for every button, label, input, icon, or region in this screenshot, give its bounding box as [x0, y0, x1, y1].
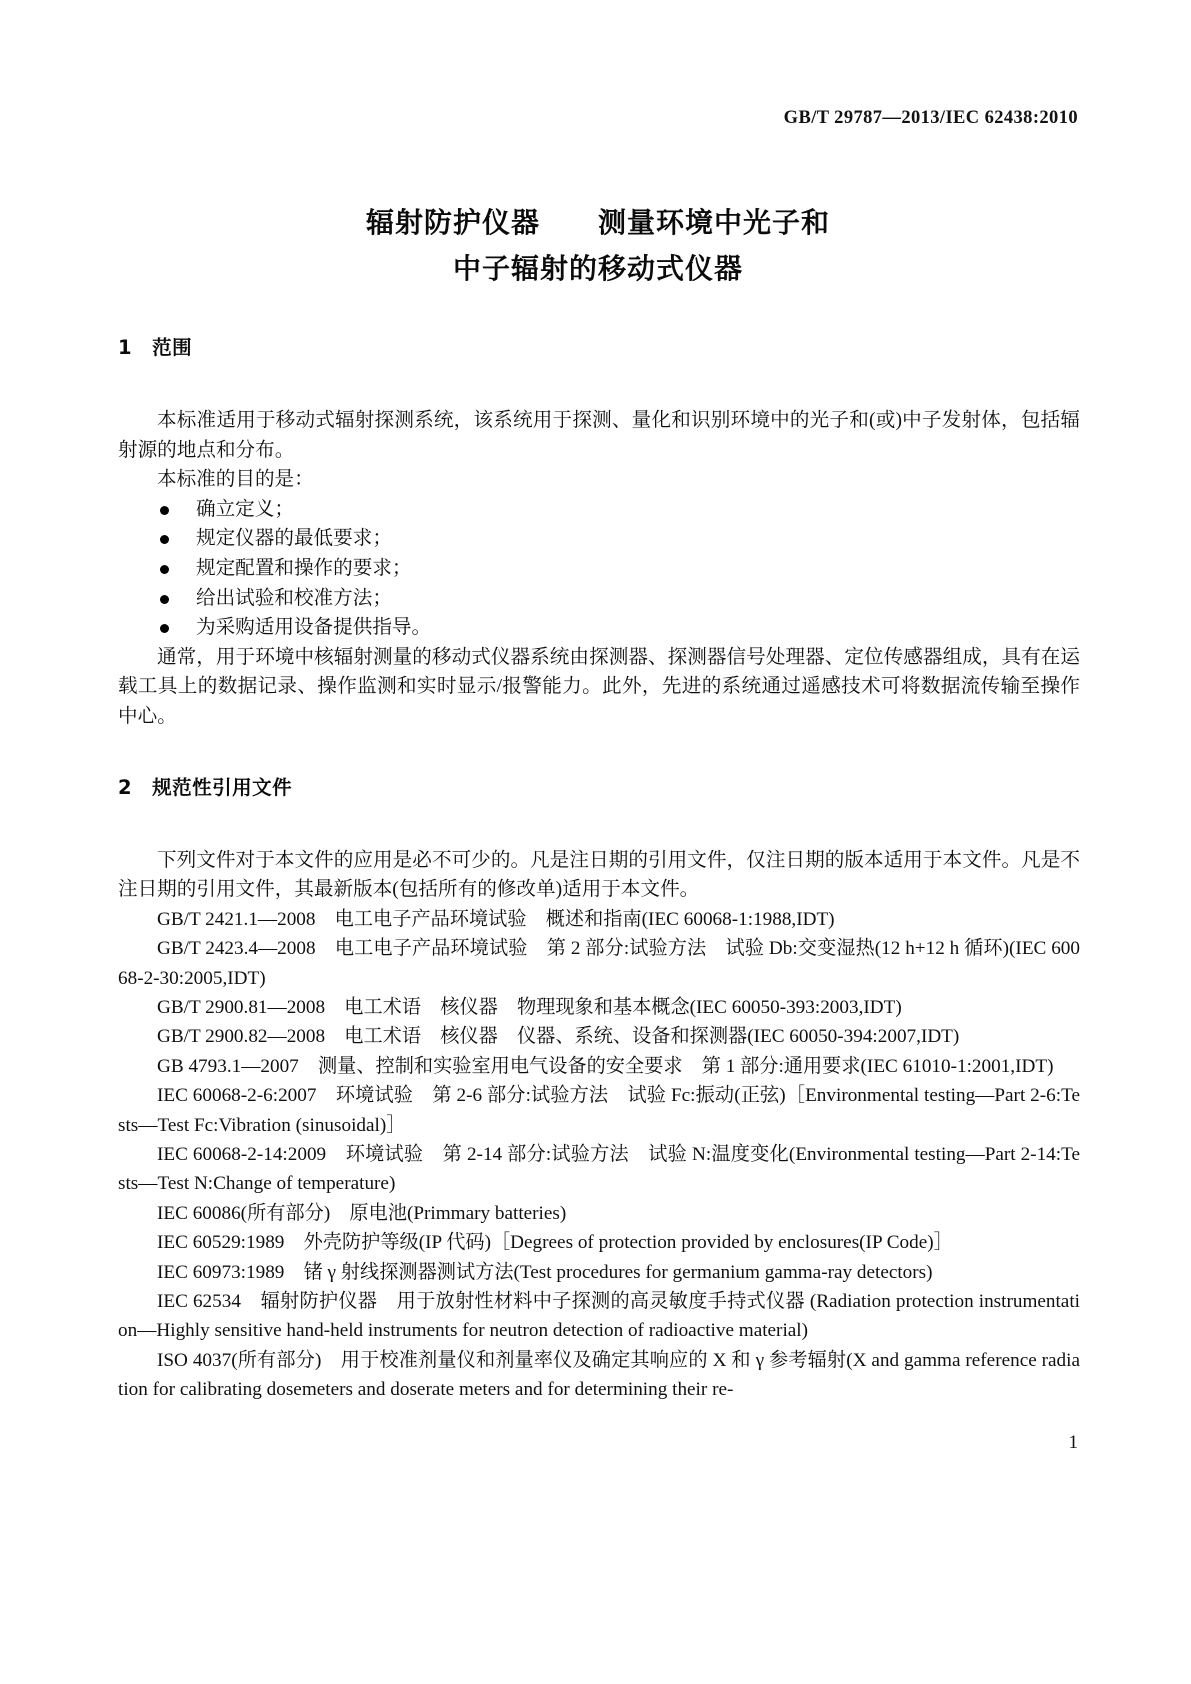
bullet-dot-icon [160, 565, 169, 574]
list-item [118, 495, 1080, 525]
reference-entry: GB/T 2900.81—2008 电工术语 核仪器 物理现象和基本概念(IEC 60050-393:2003,IDT) [157, 996, 902, 1018]
reference-entry: GB 4793.1—2007 测量、控制和实验室用电气设备的安全要求 第 1 部分:通用要求(IEC 61010-1:2001,IDT) [157, 1055, 1054, 1077]
normative-references-list [118, 905, 1080, 1405]
spacer [118, 800, 1080, 846]
scope-paragraph-1: 本标准适用于移动式辐射探测系统，该系统用于探测、量化和识别环境中的光子和(或)中子发射体，包括辐射源的地点和分布。 [118, 410, 1080, 461]
list-item-label: 给出试验和校准方法； [196, 587, 392, 609]
bullet-dot-icon [160, 624, 169, 633]
normative-references-intro: 下列文件对于本文件的应用是必不可少的。凡是注日期的引用文件，仅注日期的版本适用于本文件。凡是不注日期的引用文件，其最新版本(包括所有的修改单)适用于本文件。 [118, 849, 1080, 901]
reference-entry: IEC 60529:1989 外壳防护等级(IP 代码)［Degrees of protection provided by enclosures(IP Code)］ [157, 1232, 953, 1254]
scope-paragraph-2: 本标准的目的是： [157, 469, 314, 491]
document-body [118, 332, 1080, 1405]
list-item [118, 584, 1080, 614]
reference-entry: IEC 60973:1989 锗 γ 射线探测器测试方法(Test procedures for germanium gamma-ray detectors) [157, 1261, 933, 1283]
bullet-dot-icon [160, 595, 169, 604]
list-item [118, 613, 1080, 643]
section-heading-normative-references: 2 规范性引用文件 [118, 775, 293, 799]
list-item [118, 524, 1080, 554]
list-item-label: 规定仪器的最低要求； [196, 528, 392, 550]
scope-paragraph-3: 通常，用于环境中核辐射测量的移动式仪器系统由探测器、探测器信号处理器、定位传感器组成，具有在运载工具上的数据记录、操作监测和实时显示/报警能力。此外，先进的系统通过遥感技术可将数据流传输至操作中心。 [118, 646, 1080, 727]
reference-entry: GB/T 2900.82—2008 电工术语 核仪器 仪器、系统、设备和探测器(IEC 60050-394:2007,IDT) [157, 1026, 960, 1048]
reference-entry: IEC 60068-2-14:2009 环境试验 第 2-14 部分:试验方法 试验 N:温度变化(Environmental testing—Part 2-14:Tests—Test N:Change of temperature) [118, 1143, 1080, 1195]
page-number: 1 [1068, 1432, 1078, 1453]
reference-entry: ISO 4037(所有部分) 用于校准剂量仪和剂量率仪及确定其响应的 X 和 γ 参考辐射(X and gamma reference radiation for calibrating dosemeters and doserate meters and for determining their re- [118, 1349, 1080, 1401]
document-title [118, 200, 1078, 292]
document-title-line-2: 中子辐射的移动式仪器 [452, 252, 743, 285]
document-title-line-1: 辐射防护仪器 测量环境中光子和 [365, 206, 830, 239]
list-item-label: 规定配置和操作的要求； [196, 557, 412, 579]
reference-entry: IEC 60068-2-6:2007 环境试验 第 2-6 部分:试验方法 试验 Fc:振动(正弦)［Environmental testing—Part 2-6:Tests—Test Fc:Vibration (sinusoidal)］ [118, 1085, 1080, 1136]
list-item-label: 为采购适用设备提供指导。 [196, 617, 432, 639]
reference-entry: GB/T 2421.1—2008 电工电子产品环境试验 概述和指南(IEC 60068-1:1988,IDT) [157, 908, 835, 930]
reference-entry: GB/T 2423.4—2008 电工电子产品环境试验 第 2 部分:试验方法 试验 Db:交变湿热(12 h+12 h 循环)(IEC 60068-2-30:2005,IDT) [118, 938, 1080, 989]
list-item [118, 554, 1080, 584]
list-item-label: 确立定义； [196, 498, 294, 520]
bullet-dot-icon [160, 535, 169, 544]
spacer [118, 360, 1080, 406]
reference-entry: IEC 60086(所有部分) 原电池(Primmary batteries) [157, 1202, 567, 1224]
running-header-standard-code: GB/T 29787—2013/IEC 62438:2010 [783, 108, 1078, 128]
reference-entry: IEC 62534 辐射防护仪器 用于放射性材料中子探测的高灵敏度手持式仪器 (Radiation protection instrumentation—Highly sensitive hand-held instruments for neutron detection of radioactive material) [118, 1291, 1080, 1342]
scope-purpose-list [118, 495, 1080, 643]
section-heading-scope: 1 范围 [118, 336, 193, 359]
spacer [118, 732, 1080, 772]
bullet-dot-icon [160, 506, 169, 515]
